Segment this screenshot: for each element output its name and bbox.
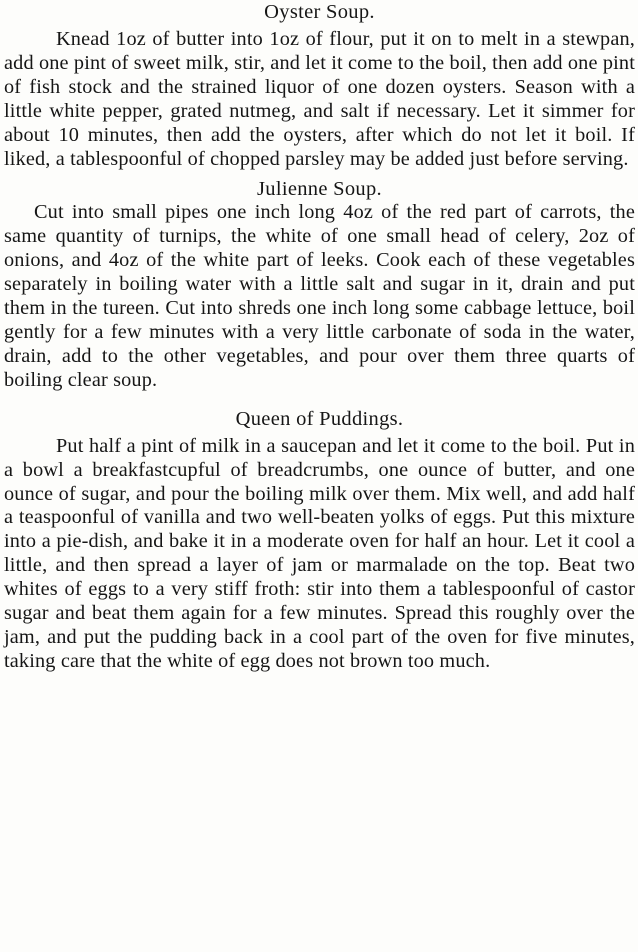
recipe-julienne-soup (4, 171, 635, 392)
recipe-body: Knead 1oz of butter into 1oz of flour, put it on to melt in a stewpan, add one pint of sweet milk, stir, and let it come to the boil, then add one pint of fish stock and the strained liquor of one dozen oysters. Season with a little white pepper, grated nutmeg, and salt if necessary. Let it simmer for about 10 minutes, then add the oysters, after which do not let it boil. If liked, a tablespoonful of chopped parsley may be added just before serving. (4, 28, 635, 170)
recipe-body: Cut into small pipes one inch long 4oz of the red part of carrots, the same quantity of turnips, the white of one small head of celery, 2oz of onions, and 4oz of the white part of leeks. Cook each of these vegetables separately in boiling water with a little salt and sugar in it, drain and put them in the tureen. Cut into shreds one inch long some cabbage lettuce, boil gently for a few minutes with a very little carbonate of soda in the water, drain, add to the other vegetables, and pour over them three quarts of boiling clear soup. (4, 201, 635, 391)
recipe-title: Julienne Soup. (257, 178, 382, 201)
recipe-body: Put half a pint of milk in a saucepan and let it come to the boil. Put in a bowl a breakfastcupful of breadcrumbs, one ounce of butter, and one ounce of sugar, and pour the boiling milk over them. Mix well, and add half a teaspoonful of vanilla and two well-beaten yolks of eggs. Put this mixture into a pie-dish, and bake it in a moderate oven for half an hour. Let it cool a little, and then spread a layer of jam or marmalade on the top. Beat two whites of eggs to a very stiff froth: stir into them a tablespoonful of castor sugar and beat them again for a few minutes. Spread this roughly over the jam, and put the pudding back in a cool part of the oven for five minutes, taking care that the white of egg does not brown too much. (4, 434, 635, 672)
recipe-title: Queen of Puddings. (235, 407, 404, 430)
recipe-oyster-soup (4, 0, 635, 171)
recipe-queen-of-puddings (4, 393, 635, 674)
recipe-title: Oyster Soup. (264, 1, 375, 23)
